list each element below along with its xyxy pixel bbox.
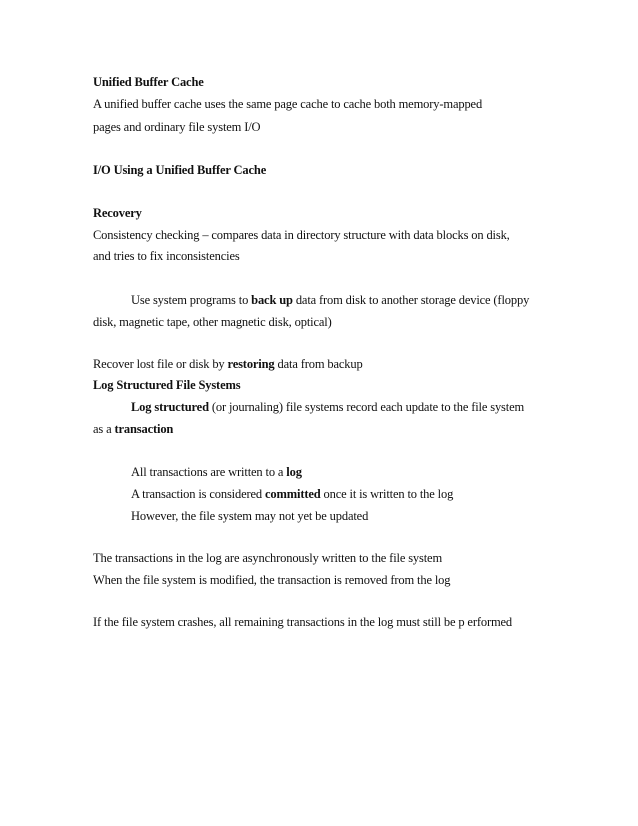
transactions-log-line: All transactions are written to a log [131, 465, 302, 479]
io-unified-buffer-cache-heading: I/O Using a Unified Buffer Cache [93, 163, 267, 177]
unified-description-line-2: pages and ordinary file system I/O [93, 120, 261, 134]
unified-description-line-1: A unified buffer cache uses the same page cache to cache both memory-mapped [93, 97, 483, 111]
restore-line: Recover lost file or disk by restoring data from backup [93, 357, 363, 371]
not-yet-updated-line: However, the file system may not yet be updated [131, 509, 369, 523]
transaction-committed-line: A transaction is considered committed once it is written to the log [131, 487, 454, 501]
log-structured-line-2: as a transaction [93, 422, 174, 436]
transaction-removed-line: When the file system is modified, the transaction is removed from the log [93, 573, 451, 587]
recovery-line-2: and tries to fix inconsistencies [93, 249, 240, 263]
recovery-line-1: Consistency checking – compares data in directory structure with data blocks on disk, [93, 228, 510, 242]
backup-line-2: disk, magnetic tape, other magnetic disk, optical) [93, 315, 332, 329]
log-structured-heading: Log Structured File Systems [93, 378, 241, 392]
backup-line-1: Use system programs to back up data from disk to another storage device (floppy [131, 293, 530, 307]
crash-recovery-line: If the file system crashes, all remaining transactions in the log must still be p erformed [93, 615, 513, 629]
recovery-heading: Recovery [93, 206, 142, 220]
unified-buffer-cache-heading: Unified Buffer Cache [93, 75, 204, 89]
log-structured-line-1: Log structured (or journaling) file systems record each update to the file system [131, 400, 525, 414]
async-written-line: The transactions in the log are asynchronously written to the file system [93, 551, 443, 565]
